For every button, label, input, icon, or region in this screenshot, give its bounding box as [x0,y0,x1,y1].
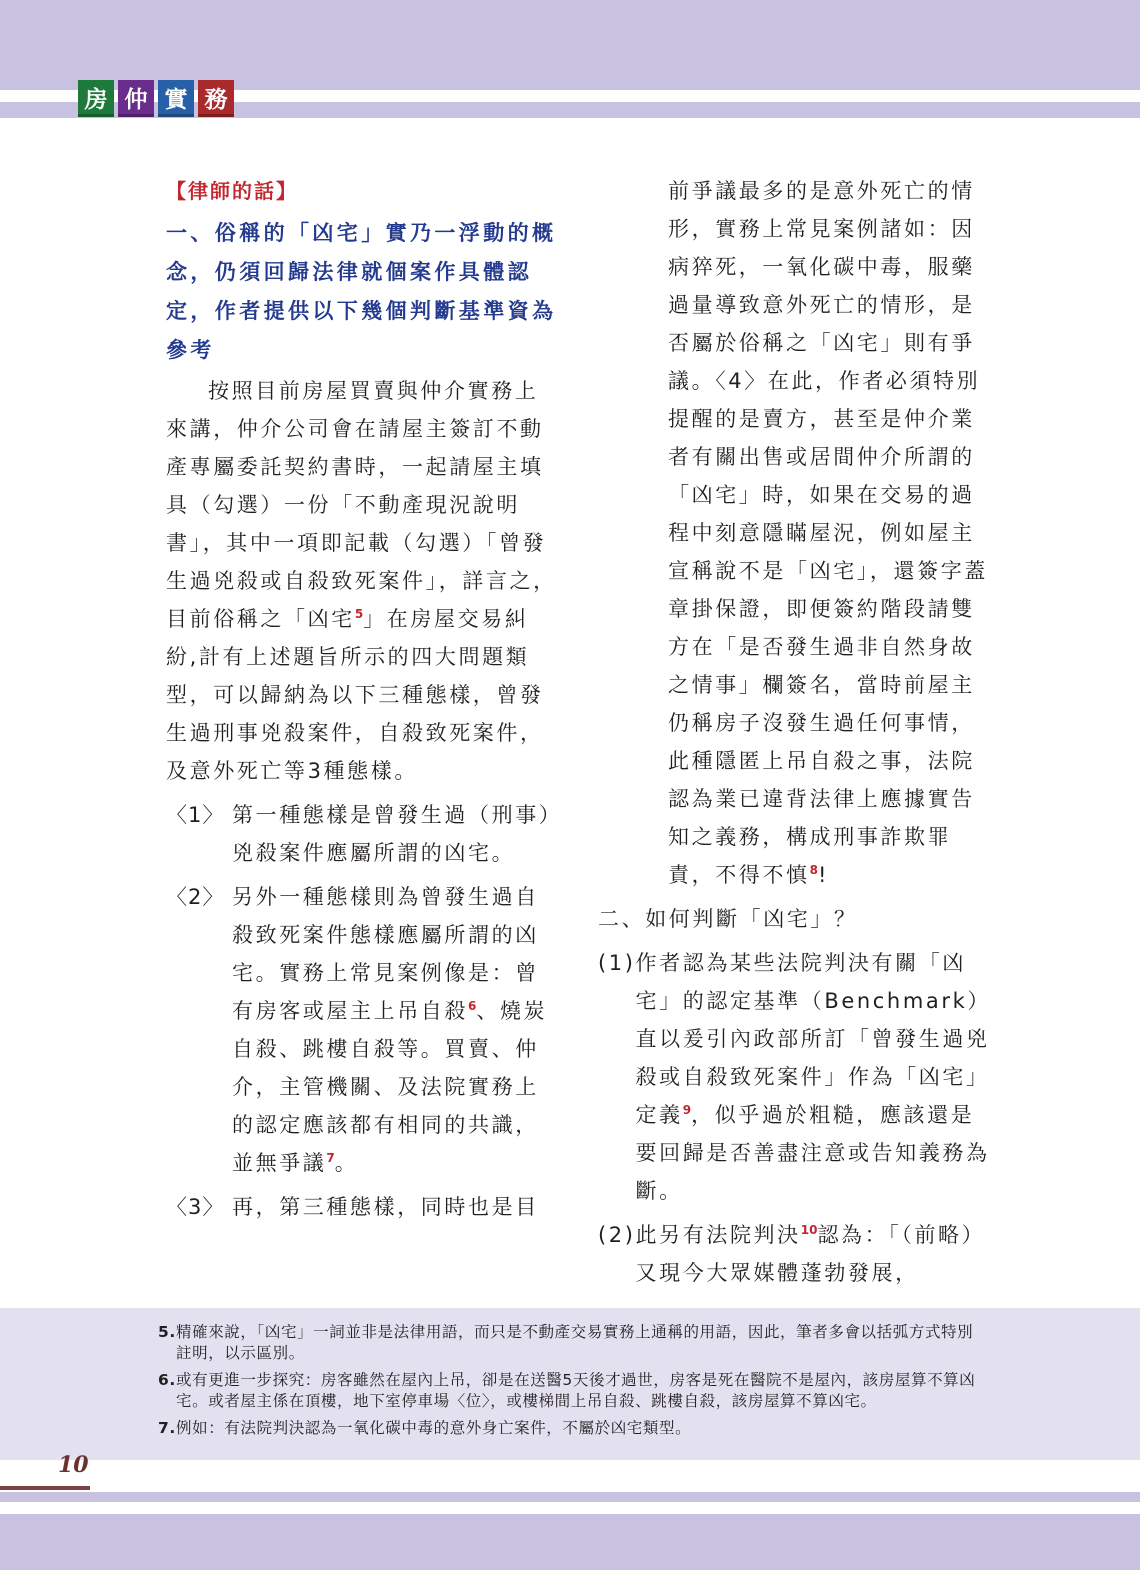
footnote-7-text: 例如：有法院判決認為一氧化碳中毒的意外身亡案件，不屬於凶宅類型。 [176,1419,692,1437]
list-item-1 [166,796,558,872]
list-item-2-text-c: 。 [334,1151,359,1175]
page-number: 10 [58,1452,89,1478]
footnote-6-number: 6. [158,1371,176,1389]
point-2-text-b: 認為：「（前略）又現今大眾媒體蓬勃發展， [635,1223,986,1285]
list-item-3-continued [598,172,992,894]
footnote-ref-5[interactable]: 5 [354,607,364,621]
point-2 [598,1216,992,1292]
point-1-text-a: 作者認為某些法院判決有關「凶宅」的認定基準（Benchmark）直以爰引內政部所訂「曾發生過兇殺或自殺致死案件」作為「凶宅」定義 [635,951,991,1127]
list-item-3 [166,1188,558,1226]
point-1 [598,944,992,1210]
list-item-2 [166,878,558,1182]
left-column [166,172,558,1226]
section-2-title: 二、如何判斷「凶宅」？ [598,907,858,931]
intro-text-a: 按照目前房屋買賣與仲介實務上來講，仲介公司會在請屋主簽訂不動產專屬委託契約書時，一起請屋主填具（勾選）一份「不動產現況說明書」，其中一項即記載（勾選）「曾發生過兇殺或自殺致死案件」，詳言之，目前俗稱之「凶宅 [166,379,557,631]
list-item-3-text: 再，第三種態樣，同時也是目 [232,1195,539,1219]
list-item-1-text: 第一種態樣是曾發生過（刑事）兇殺案件應屬所謂的凶宅。 [232,803,552,865]
title-tile-2: 仲 [118,80,154,117]
list-item-2-label: 〈2〉 [166,885,225,909]
list-item-3-cont-end: ! [817,863,829,887]
footnote-5-text: 精確來說，「凶宅」一詞並非是法律用語，而只是不動產交易實務上通稱的用語，因此，筆者多會以括弧方式特別註明，以示區別。 [176,1323,974,1362]
footnote-6 [158,1370,988,1412]
header-band [0,0,1140,90]
footnote-6-text: 或有更進一步探究：房客雖然在屋內上吊，卻是在送醫5天後才過世，房客是死在醫院不是屋內，該房屋算不算凶宅。或者屋主係在頂樓，地下室停車場〈位〉，或樓梯間上吊自殺、跳樓自殺，該房屋算不算凶宅。 [176,1371,976,1410]
section-title-tiles [78,80,234,117]
intro-paragraph [166,372,558,790]
column-heading: 【律師的話】 [166,179,298,203]
point-2-number: (2) [598,1223,636,1247]
list-item-3-cont-text: 前爭議最多的是意外死亡的情形，實務上常見案例諸如：因病猝死，一氧化碳中毒，服藥過量導致意外死亡的情形，是否屬於俗稱之「凶宅」則有爭議。〈4〉在此，作者必須特別提醒的是賣方，甚至是仲介業者有關出售或居間仲介所謂的「凶宅」時，如果在交易的過程中刻意隱瞞屋況，例如屋主宣稱說不是「凶宅」，還簽字蓋章掛保證，即便簽約階段請雙方在「是否發生過非自然身故之情事」欄簽名，當時前屋主仍稱房子沒發生過任何事情，此種隱匿上吊自殺之事，法院認為業已違背法律上應據實告知之義務，構成刑事詐欺罪責，不得不慎 [668,179,988,887]
footnote-ref-10[interactable]: 10 [800,1223,818,1237]
footnote-ref-6[interactable]: 6 [468,999,477,1013]
list-item-2-text-b: 、燒炭自殺、跳樓自殺等。買賣、仲介，主管機關、及法院實務上的認定應該都有相同的共識，並無爭議 [232,999,548,1175]
title-tile-4: 務 [198,80,234,117]
footer-band-upper [0,1492,1140,1502]
footnote-5 [158,1322,988,1364]
point-1-text [636,944,992,1210]
footer-band [0,1514,1140,1570]
point-1-number: (1) [598,951,636,975]
point-2-text-a: 此另有法院判決 [635,1223,801,1247]
title-tile-3: 實 [158,80,194,117]
point-1-text-b: ，似乎過於粗糙，應該還是要回歸是否善盡注意或告知義務為斷。 [635,1103,990,1203]
footnote-ref-9[interactable]: 9 [682,1103,692,1117]
list-item-3-label: 〈3〉 [166,1195,225,1219]
list-item-2-text [232,878,558,1182]
footnote-ref-8[interactable]: 8 [809,863,818,877]
footnote-7 [158,1418,988,1439]
footnote-5-number: 5. [158,1323,176,1341]
right-column [598,172,992,1292]
point-2-text [636,1216,992,1292]
footnote-7-number: 7. [158,1419,176,1437]
list-item-1-label: 〈1〉 [166,803,225,827]
list-item-2-text-a: 另外一種態樣則為曾發生過自殺致死案件態樣應屬所謂的凶宅。實務上常見案例像是：曾有房客或屋主上吊自殺 [232,885,539,1023]
footnotes [158,1322,988,1445]
footnote-ref-7[interactable]: 7 [326,1151,335,1165]
title-tile-1: 房 [78,80,114,117]
intro-text-b: 」在房屋交易糾紛,計有上述題旨所示的四大問題類型，可以歸納為以下三種態樣，曾發生過刑事兇殺案件，自殺致死案件，及意外死亡等3種態樣。 [166,607,544,783]
section-1-title: 一、俗稱的「凶宅」實乃一浮動的概念，仍須回歸法律就個案作具體認定，作者提供以下幾個判斷基準資為參考 [166,221,557,362]
page-number-rule [0,1486,90,1490]
